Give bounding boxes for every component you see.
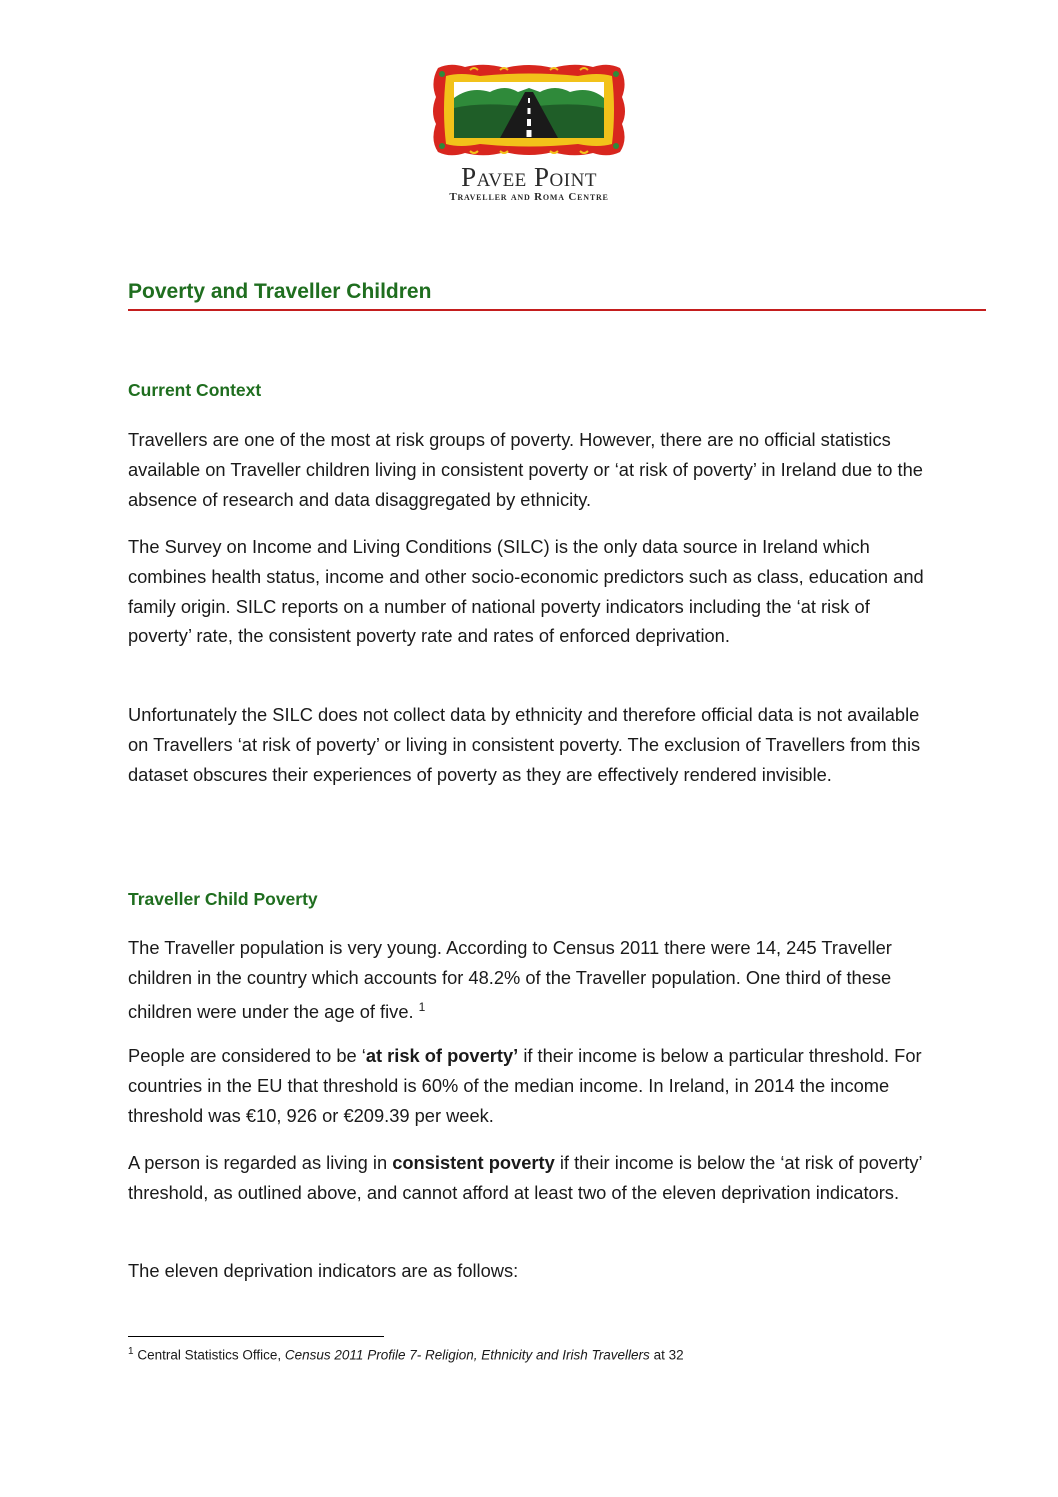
- paragraph-text: People are considered to be ‘: [128, 1045, 366, 1066]
- section-heading-traveller-child-poverty: Traveller Child Poverty: [128, 889, 318, 909]
- paragraph-text: The Traveller population is very young. According to Census 2011 there were 14, 245 Traveller children in the country which accounts for 48.2% of the Traveller population. One third of these children were under the age of five.: [128, 937, 892, 1022]
- page-title: Poverty and Traveller Children: [128, 280, 432, 303]
- paragraph: The eleven deprivation indicators are as follows:: [128, 1260, 519, 1281]
- bold-term-consistent-poverty: consistent poverty: [392, 1152, 555, 1173]
- footnote-number: 1: [128, 1346, 134, 1357]
- footnote-citation-title: Census 2011 Profile 7- Religion, Ethnicity and Irish Travellers: [284, 1347, 650, 1363]
- footnote: [128, 1346, 684, 1363]
- pavee-point-logo: [430, 62, 628, 203]
- paragraph: [128, 933, 928, 1026]
- paragraph-text: if their income is below the ‘at risk of poverty’ threshold, as outlined above, and cannot afford at least two of the eleven deprivation indicators.: [128, 1152, 922, 1203]
- paragraph: [128, 1148, 928, 1208]
- logo-subtitle: Traveller and Roma Centre: [449, 191, 609, 203]
- paragraph: The Survey on Income and Living Conditions (SILC) is the only data source in Ireland which combines health status, income and other socio-economic predictors such as class, education and family origin. SILC reports on a number of national poverty indicators including the ‘at risk of poverty’ rate, the consistent poverty rate and rates of enforced deprivation.: [128, 536, 924, 647]
- paragraph-text: if their income is below a particular threshold. For countries in the EU that threshold is 60% of the median income. In Ireland, in 2014 the income threshold was €10, 926 or €209.39 per week.: [128, 1045, 922, 1126]
- footnote-divider: [128, 1336, 384, 1337]
- paragraph-text: A person is regarded as living in: [128, 1152, 393, 1173]
- paragraph: Travellers are one of the most at risk groups of poverty. However, there are no official statistics available on Traveller children living in consistent poverty or ‘at risk of poverty’ in Ireland due to the absence of research and data disaggregated by ethnicity.: [128, 429, 923, 510]
- footnote-text: at 32: [649, 1347, 684, 1363]
- section-heading-current-context: Current Context: [128, 380, 262, 400]
- logo-emblem-icon: [430, 62, 628, 158]
- paragraph: [128, 1041, 928, 1130]
- logo-name: Pavee Point: [461, 162, 597, 192]
- paragraph: Unfortunately the SILC does not collect data by ethnicity and therefore official data is not available on Travellers ‘at risk of poverty’ or living in consistent poverty. The exclusion of Travellers from this dataset obscures their experiences of poverty as they are effectively rendered invisible.: [128, 704, 921, 785]
- bold-term-at-risk-of-poverty: at risk of poverty’: [365, 1045, 519, 1066]
- footnote-reference[interactable]: 1: [418, 999, 426, 1014]
- footnote-text: Central Statistics Office,: [137, 1347, 285, 1363]
- title-divider: [128, 309, 986, 311]
